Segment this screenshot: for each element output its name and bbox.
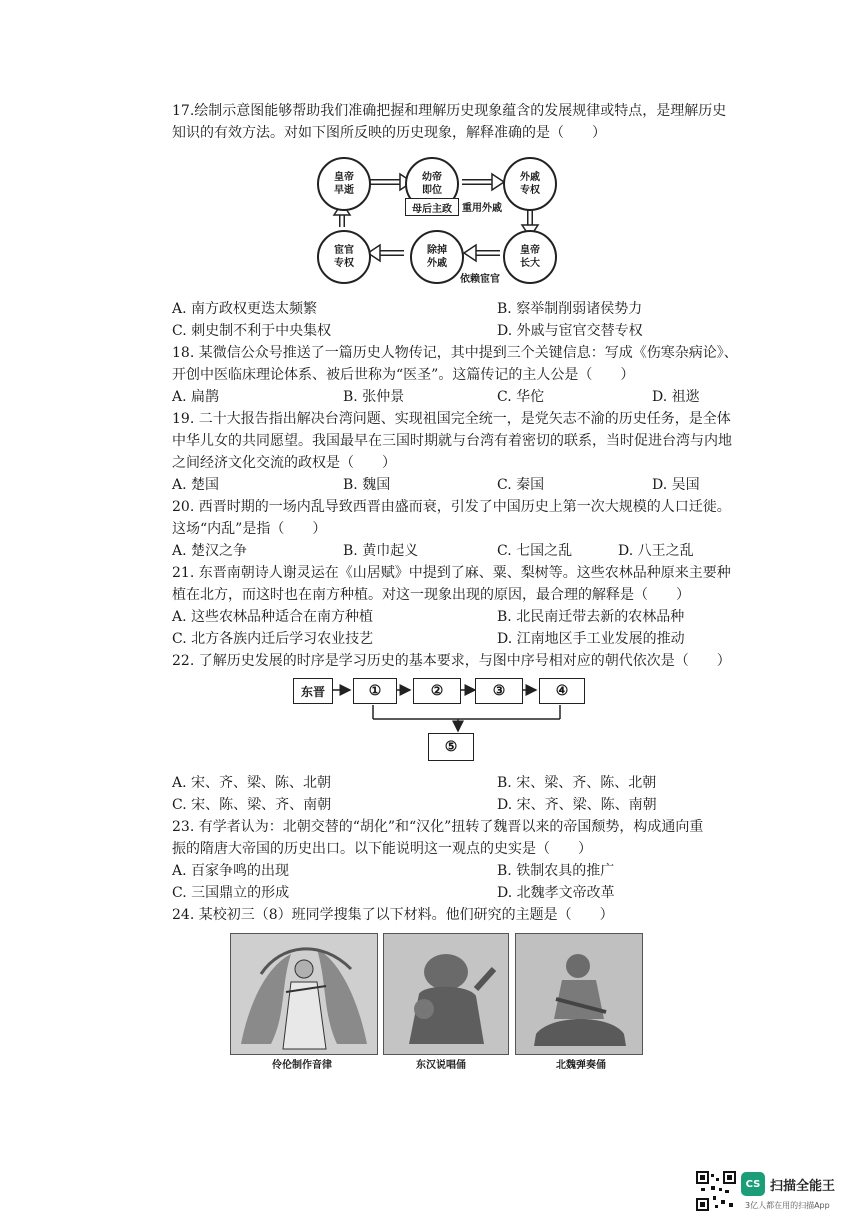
q18-option-c[interactable]: C. 华佗 — [497, 389, 545, 405]
q23-option-b[interactable]: B. 铁制农具的推广 — [497, 863, 615, 879]
q18-option-b[interactable]: B. 张仲景 — [343, 389, 405, 405]
q19-stem-line3: 之间经济文化交流的政权是（ ） — [172, 455, 396, 471]
q20-option-d[interactable]: D. 八王之乱 — [618, 543, 694, 559]
q17-stem-line1: 17.绘制示意图能够帮助我们准确把握和理解历史现象蕴含的发展规律或特点，是理解历史 — [172, 103, 727, 119]
footer-brand: 扫描全能王 — [770, 1179, 836, 1194]
q24-stem: 24. 某校初三（8）班同学搜集了以下材料。他们研究的主题是（ ） — [172, 907, 614, 923]
q23-option-c[interactable]: C. 三国鼎立的形成 — [172, 885, 290, 901]
q22-stem: 22. 了解历史发展的时序是学习历史的基本要求，与图中序号相对应的朝代依次是（ ） — [172, 653, 731, 669]
q19-option-b[interactable]: B. 魏国 — [343, 477, 391, 493]
q17-option-c[interactable]: C. 刺史制不利于中央集权 — [172, 323, 332, 339]
box-5: ⑤ — [428, 733, 474, 761]
q20-option-c[interactable]: C. 七国之乱 — [497, 543, 573, 559]
q20-option-b[interactable]: B. 黄巾起义 — [343, 543, 419, 559]
q23-option-d[interactable]: D. 北魏孝文帝改革 — [497, 885, 615, 901]
q20-stem-line1: 20. 西晋时期的一场内乱导致西晋由盛而衰，引发了中国历史上第一次大规模的人口迁徙。 — [172, 499, 731, 515]
q23-stem-line2: 振的隋唐大帝国的历史出口。以下能说明这一观点的史实是（ ） — [172, 841, 592, 857]
q18-stem-line2: 开创中医临床理论体系、被后世称为“医圣”。这篇传记的主人公是（ ） — [172, 367, 635, 383]
box-3: ③ — [475, 678, 523, 704]
q19-stem-line1: 19. 二十大报告指出解决台湾问题、实现祖国完全统一，是党矢志不渝的历史任务，是全体 — [172, 411, 731, 427]
q22-option-b[interactable]: B. 宋、梁、齐、陈、北朝 — [497, 775, 657, 791]
q19-stem-line2: 中华儿女的共同愿望。我国最早在三国时期就与台湾有着密切的联系，当时促进台湾与内地 — [172, 433, 732, 449]
box-4: ④ — [539, 678, 585, 704]
q21-option-c[interactable]: C. 北方各族内迁后学习农业技艺 — [172, 631, 374, 647]
caption-linglun: 伶伦制作音律 — [272, 1060, 332, 1071]
node-emperor-grown: 皇帝 长大 — [503, 230, 557, 284]
caption-eastern-han: 东汉说唱俑 — [416, 1060, 466, 1071]
q23-option-a[interactable]: A. 百家争鸣的出现 — [172, 863, 290, 879]
node-eunuch-power: 宦官 专权 — [317, 230, 371, 284]
box-empress-dowager-rule: 母后主政 — [405, 198, 459, 216]
q17-option-a[interactable]: A. 南方政权更迭太频繁 — [172, 301, 318, 317]
photo-eastern-han-storyteller — [383, 933, 509, 1055]
q18-option-a[interactable]: A. 扁鹊 — [172, 389, 220, 405]
q17-option-b[interactable]: B. 察举制削弱诸侯势力 — [497, 301, 643, 317]
q21-stem-line2: 植在北方，而这时也在南方种植。对这一现象出现的原因，最合理的解释是（ ） — [172, 587, 690, 603]
q21-stem-line1: 21. 东晋南朝诗人谢灵运在《山居赋》中提到了麻、粟、梨树等。这些农林品种原来主要种 — [172, 565, 731, 581]
box-eastern-jin: 东晋 — [293, 678, 333, 704]
q17-option-d[interactable]: D. 外戚与宦官交替专权 — [497, 323, 643, 339]
q23-stem-line1: 23. 有学者认为：北朝交替的“胡化”和“汉化”扭转了魏晋以来的帝国颓势，构成通向重 — [172, 819, 704, 835]
node-remove-consort-clan: 除掉 外戚 — [410, 230, 464, 284]
q19-option-c[interactable]: C. 秦国 — [497, 477, 545, 493]
camscanner-logo: CS — [741, 1172, 765, 1196]
node-child-emperor: 幼帝 即位 — [405, 157, 459, 211]
photo-northern-wei-musician — [515, 933, 643, 1055]
q20-stem-line2: 这场“内乱”是指（ ） — [172, 521, 327, 537]
footer-tagline: 3亿人都在用的扫描App — [745, 1201, 830, 1210]
q20-option-a[interactable]: A. 楚汉之争 — [172, 543, 248, 559]
q22-option-c[interactable]: C. 宋、陈、梁、齐、南朝 — [172, 797, 332, 813]
box-1: ① — [353, 678, 397, 704]
q18-option-d[interactable]: D. 祖逖 — [652, 389, 700, 405]
q21-option-a[interactable]: A. 这些农林品种适合在南方种植 — [172, 609, 374, 625]
q21-option-b[interactable]: B. 北民南迁带去新的农林品种 — [497, 609, 685, 625]
label-rely-on-eunuch: 依赖宦官 — [460, 274, 500, 285]
q22-option-a[interactable]: A. 宋、齐、梁、陈、北朝 — [172, 775, 332, 791]
photo-linglun-music — [230, 933, 378, 1055]
q21-option-d[interactable]: D. 江南地区手工业发展的推动 — [497, 631, 685, 647]
q19-option-a[interactable]: A. 楚国 — [172, 477, 220, 493]
q22-option-d[interactable]: D. 宋、齐、梁、陈、南朝 — [497, 797, 657, 813]
node-emperor-early-death: 皇帝 早逝 — [317, 157, 371, 211]
q19-option-d[interactable]: D. 吴国 — [652, 477, 700, 493]
qr-code-icon — [695, 1170, 737, 1212]
q18-stem-line1: 18. 某微信公众号推送了一篇历史人物传记，其中提到三个关键信息：写成《伤寒杂病论》、 — [172, 345, 738, 361]
caption-northern-wei: 北魏弹奏俑 — [556, 1060, 606, 1071]
label-rely-on-consort: 重用外戚 — [462, 203, 502, 214]
box-2: ② — [413, 678, 461, 704]
node-consort-clan-power: 外戚 专权 — [503, 157, 557, 211]
q17-stem-line2: 知识的有效方法。对如下图所反映的历史现象，解释准确的是（ ） — [172, 125, 606, 141]
